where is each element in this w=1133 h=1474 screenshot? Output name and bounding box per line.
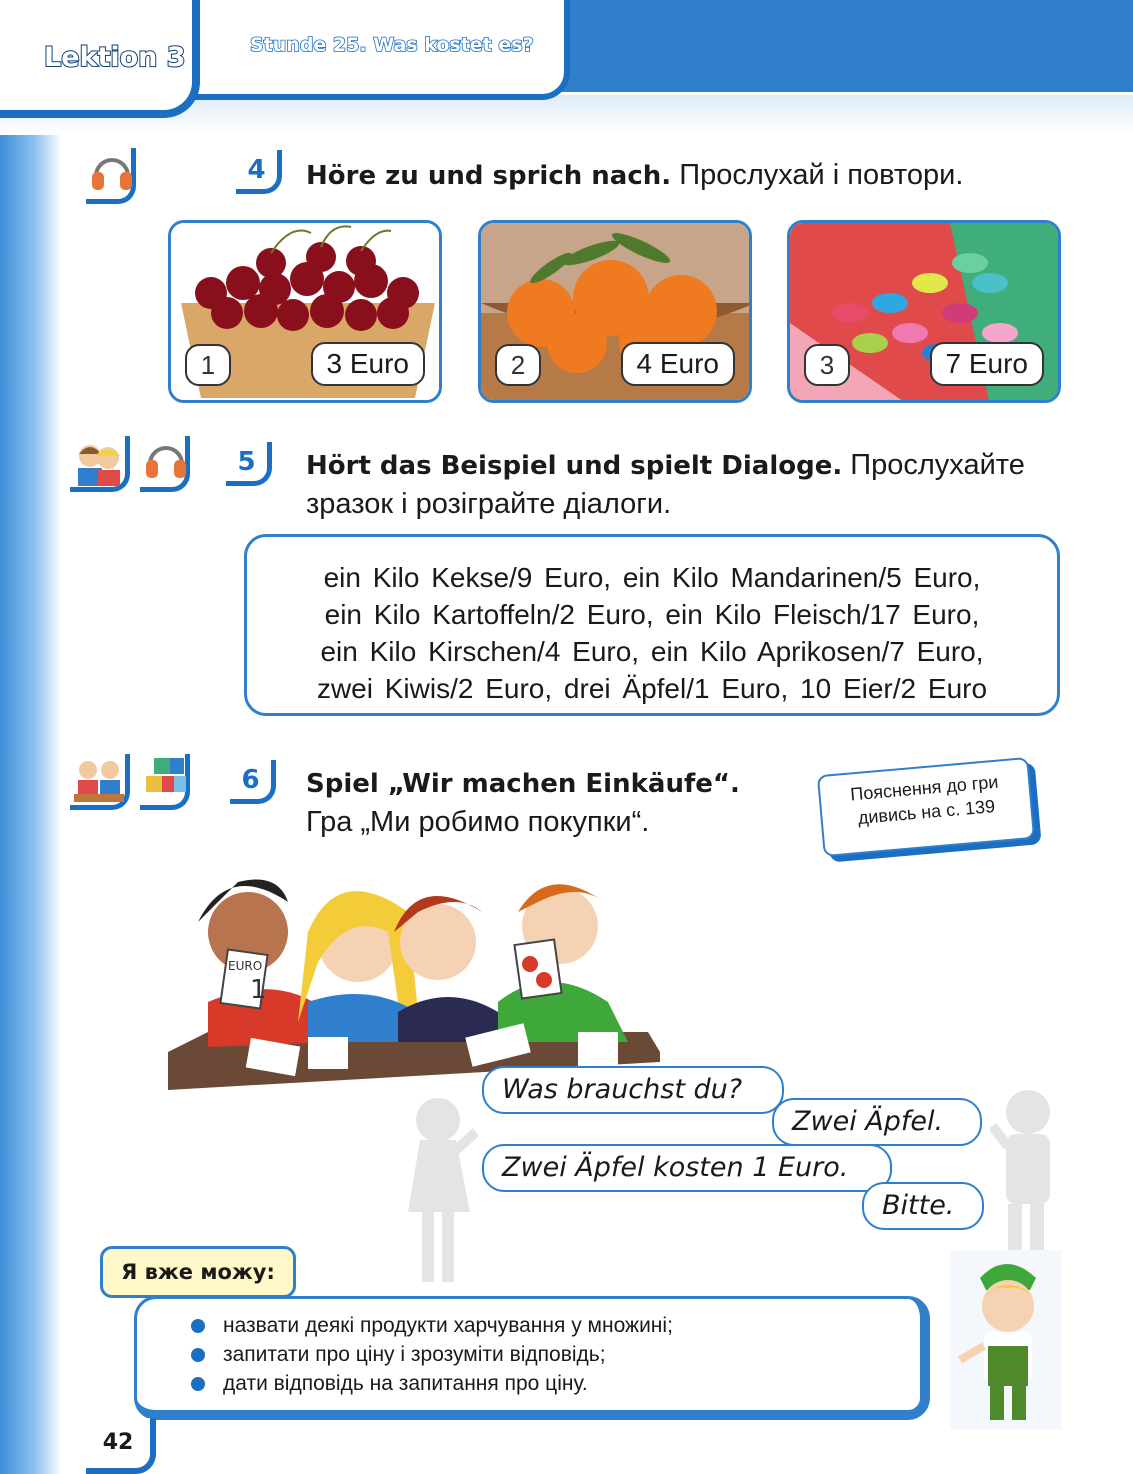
task6-instruction-de: Spiel „Wir machen Einkäufe“. [306,769,740,799]
header-band [560,0,1133,92]
word-line: ein Kilo Kartoffeln/2 Euro, ein Kilo Fleisch/17 Euro, [324,599,980,630]
task5-instruction [306,446,1066,523]
note-line: Пояснення до гри [849,771,1000,805]
summary-item: назвати деякі продукти харчування у множині; [191,1311,920,1340]
pair-work-icon [74,438,124,488]
photo-candies [787,220,1061,403]
task5-instruction-de: Hört das Beispiel und spielt Dialoge. [306,451,843,481]
summary-box [134,1296,930,1420]
summary-title: Я вже можу: [100,1246,296,1298]
task5-instruction-ua-2: зразок і розіграйте діалоги. [306,488,672,520]
task6-instruction [306,764,740,841]
summary-item: запитати про ціну і зрозуміти відповідь; [191,1340,920,1369]
speech-bubble: Bitte. [862,1182,984,1230]
lesson-label: Lektion 3 [44,42,186,73]
boy-silhouette [990,1086,1060,1276]
task6-instruction-ua: Гра „Ми робимо покупки“. [306,806,650,838]
euro-card-label: EURO [228,959,263,973]
left-edge-gradient [0,0,62,1474]
task4-instruction-ua: Прослухай і повтори. [679,159,964,191]
word-line: ein Kilo Kekse/9 Euro, ein Kilo Mandarinen/5 Euro, [323,562,981,593]
task-number: 6 [230,760,276,804]
speech-bubble: Was brauchst du? [482,1066,784,1114]
children-illustration [168,852,660,1092]
task4-instruction-de: Höre zu und sprich nach. [306,161,672,191]
item-number: 2 [495,344,541,386]
headphones-icon [90,150,134,194]
girl-silhouette [408,1092,478,1292]
speech-bubble: Zwei Äpfel kosten 1 Euro. [482,1144,892,1192]
page-number: 42 [86,1418,156,1474]
item-number: 3 [804,344,850,386]
photo-cherries [168,220,442,403]
euro-card-value: 1 [250,975,267,1005]
task4-instruction [306,156,963,195]
task-number: 4 [236,150,282,194]
photo-mandarins [478,220,752,403]
task5-instruction-ua-1: Прослухайте [850,449,1025,481]
word-line: zwei Kiwis/2 Euro, drei Äpfel/1 Euro, 10 Eier/2 Euro [316,673,988,704]
task-number: 5 [226,442,272,486]
price-label: 7 Euro [930,342,1045,386]
speech-bubble: Zwei Äpfel. [772,1098,982,1146]
word-line: ein Kilo Kirschen/4 Euro, ein Kilo Aprikosen/7 Euro, [320,636,984,667]
price-label: 4 Euro [621,342,736,386]
headphones-icon [144,438,188,482]
game-note [817,757,1035,857]
summary-item: дати відповідь на запитання про ціну. [191,1369,920,1398]
word-box [244,534,1060,716]
blocks-icon [144,756,188,804]
price-label: 3 Euro [311,342,426,386]
group-work-icon [74,756,124,806]
boy-mascot [950,1250,1062,1430]
note-line: дивись на с. 139 [857,796,996,828]
item-number: 1 [185,344,231,386]
topic-label: Stunde 25. Was kostet es? [250,34,534,56]
